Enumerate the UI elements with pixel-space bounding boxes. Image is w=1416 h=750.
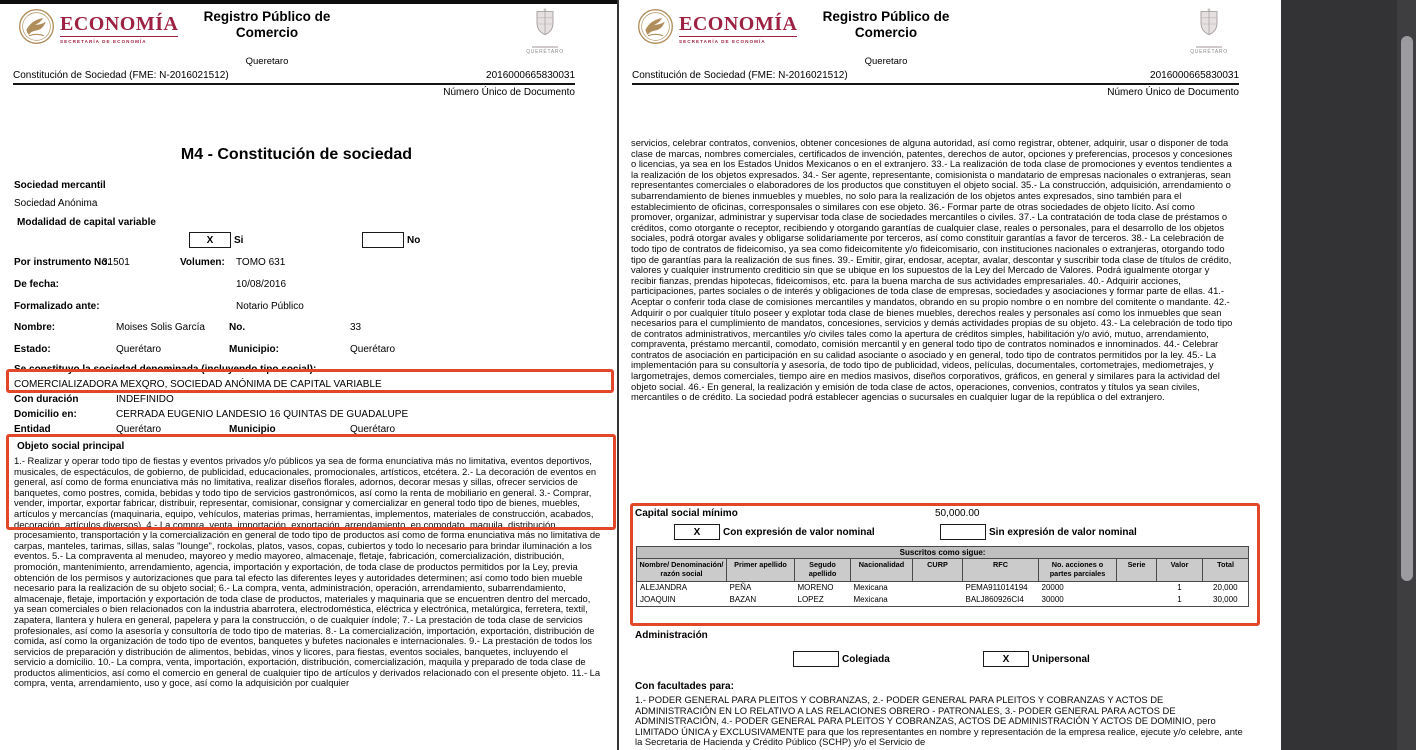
checkbox-no	[362, 232, 420, 248]
scrollbar-thumb[interactable]	[1401, 36, 1413, 581]
instrumento-value: 31501	[102, 257, 130, 268]
cell-valor: 1	[1157, 594, 1203, 607]
economia-logo	[637, 8, 802, 50]
facultades-text: 1.- PODER GENERAL PARA PLEITOS Y COBRANZAS, 2.- PODER GENERAL PARA PLEITOS Y COBRANZAS Y ACTOS DE ADMINISTRACIÓN EN LO RELATIVO A LAS RELACIONES OBRERO - PATRONALES, 3.- PODER GENERAL PARA ACTOS DE ADMINISTRACIÓN, 4.- PODER GENERAL PARA PLEITOS Y COBRANZAS, ACTOS DE ADMINISTRACIÓN Y ACTOS DE DOMINIO, pero LIMITADO ÚNICA y EXCLUSIVAMENTE para que los representantes en nombre y representación de la empresa realice, ejecute y/o celebre, ante la Secretaria de Hacienda y Crédito Público (SCHP) y/o el Servicio de	[635, 694, 1243, 748]
capital-minimo-label: Capital social mínimo	[635, 508, 738, 519]
doc-number: 2016000665830031	[486, 69, 575, 81]
entidad-label: Entidad	[14, 424, 51, 435]
formalizado-label: Formalizado ante:	[14, 301, 100, 312]
cell-acciones: 20000	[1039, 581, 1117, 594]
table-band-title: Suscritos como sigue:	[637, 547, 1249, 559]
cell-valor: 1	[1157, 581, 1203, 594]
cell-acciones: 30000	[1039, 594, 1117, 607]
doc-type-line: Constitución de Sociedad (FME: N-2016021512)	[632, 69, 848, 81]
registry-place: Queretaro	[245, 55, 289, 67]
fecha-value: 10/08/2016	[236, 279, 287, 290]
col-curp: CURP	[913, 559, 963, 582]
cell-rfc: BALJ860926CI4	[963, 594, 1039, 607]
checkbox-si	[189, 232, 243, 248]
cell-curp	[913, 594, 963, 607]
agency-wordmark: ECONOMÍA	[679, 13, 798, 36]
cell-total: 20,000	[1203, 581, 1249, 594]
formalizado-value: Notario Público	[236, 301, 304, 312]
cell-segundo-apellido: MORENO	[795, 581, 851, 594]
checkbox-con-nominal-box: X	[674, 524, 720, 540]
checkbox-no-box	[362, 232, 404, 248]
col-nacionalidad: Nacionalidad	[851, 559, 913, 582]
table-header-row	[637, 559, 1249, 582]
suscriptores-table	[636, 546, 1249, 607]
duracion-label: Con duración	[14, 394, 79, 405]
fecha-label: De fecha:	[14, 279, 60, 290]
checkbox-con-nominal-label: Con expresión de valor nominal	[723, 526, 875, 538]
objeto-social-label: Objeto social principal	[17, 441, 125, 452]
col-segundo-apellido: Segudo apellido	[795, 559, 851, 582]
constituyo-label: Se constituyo la sociedad denominada (incluyendo tipo social):	[14, 364, 317, 375]
domicilio-label: Domicilio en:	[14, 409, 77, 420]
form-title: M4 - Constitución de sociedad	[180, 146, 413, 163]
denominacion-value: COMERCIALIZADORA MEXQRO, SOCIEDAD ANÓNIMA DE CAPITAL VARIABLE	[14, 379, 382, 390]
scrollbar-track[interactable]	[1397, 0, 1416, 750]
estado-label: Estado:	[14, 344, 51, 355]
seal-small-text	[532, 46, 558, 48]
sociedad-mercantil-label: Sociedad mercantil	[14, 180, 106, 191]
cell-serie	[1117, 581, 1157, 594]
checkbox-unipersonal	[983, 651, 1090, 667]
queretaro-crest-icon	[531, 27, 559, 44]
checkbox-si-label: Si	[234, 234, 244, 246]
instrumento-label: Por instrumento No.	[14, 257, 111, 268]
doc-number-caption: Número Único de Documento	[1107, 86, 1239, 98]
cell-nacionalidad: Mexicana	[851, 581, 913, 594]
cell-serie	[1117, 594, 1157, 607]
objeto-social-continuation-text: servicios, celebrar contratos, convenios, obtener concesiones de alguna autoridad, así como registrar, obtener, adquirir, usar o disponer de toda clase de marcas, nombres comerciales, certificados de invención, patentes, derechos de autor, opciones y preferencias, procesos y concesiones o licencias, ya sea en los Estados Unidos Mexicanos o en el extranjero. 33.- La realización de toda clase de promociones y eventos tendientes a la realización de los objetos expresados. 34.- Ser agente, representante, comisionista o mandatario de empresas nacionales o extranjeras, sean representantes comerciales o elaboradores de los productos que constituyen el objeto social. 35.- La construcción, adquisición, arrendamiento o subarrendamiento de bienes inmuebles y muebles, no solo para la realización de los objetos antes expresados, sino también para el establecimiento de oficinas, corresponsales o similares con ese objeto. 36.- Formar parte de otras sociedades de objeto lícito. Así como promover, organizar, administrar y supervisar toda clase de sociedades mercantiles o civiles. 37.- La contratación de toda clase de préstamos o créditos, como otorgante o receptor, recibiendo y otorgando garantías de cualquier clase, reales o personales, para el desarrollo de los objetos sociales, podrá otorgar avales y obligarse solidariamente por terceros, así como constituir garantías a favor de terceros. 38.- La celebración de todo tipo de contratos de fideicomiso, ya sea como fideicomitente y/o fideicomisario, con instituciones nacionales o extranjeras, otorgando todo tipo de garantías para la realización de sus fines. 39.- Emitir, girar, endosar, aceptar, avalar, descontar y suscribir toda clase de títulos de crédito, valores y cualquier instrumento crediticio sin que se ubique en los supuestos de la Ley del Mercado de Valores. Podrá igualmente otorgar y recibir fianzas, prendas hipotecas, fideicomisos, etc. para la buena marcha de sus actividades empresariales. 40.- Adquirir acciones, participaciones, partes sociales o de interés y obligaciones de toda clase de empresas, sociedades y asociaciones y formar parte de ellas. 41.- Aceptar o conferir toda clase de comisiones mercantiles y mandatos, obrando en su propio nombre o en nombre del comitente o mandante. 42.- Adquirir o por cualquier título poseer y explotar toda clase de bienes muebles, derechos reales y personales así como los inmuebles que sean necesarios para el cumplimiento de mandatos, concesiones, servicios y demás actividades propias de su objeto. 43.- La celebración de todo tipo de contratos administrativos, mercantiles y/o civiles tales como la apertura de créditos simples, habilitación y/o avió, mutuo, arrendamiento, compraventa, préstamo mercantil, comodato, comisión mercantil y en general todo tipo de contratos nominados e innominados. 44.- Celebrar contratos de asociación en participación en su calidad asociante o asociado y en general, todo tipo de contratos permitidos por la ley. 45.- La implementación para su consultoría y asesoría, de todo tipo de publicidad, videos, películas, documentales, cortometrajes, mediometrajes, y largometrajes, demos comerciales, tiempo aire en medios masivos, diseños corporativos, gráficos, en general y similares para la actividad del objeto social. 46.- En general, la realización y emisión de toda clase de actos, operaciones, convenios, contratos y títulos ya sean civiles, mercantiles o de crédito. La sociedad podrá establecer agencias o sucursales en cualquier lugar de la república o del extranjero.	[631, 137, 1233, 403]
facultades-label: Con facultades para:	[635, 681, 734, 692]
sociedad-mercantil-value: Sociedad Anónima	[14, 198, 98, 209]
objeto-social-text: 1.- Realizar y operar todo tipo de fiestas y eventos privados y/o públicos ya sea de forma enunciativa más no limitativa, eventos deportivos, musicales, de espectáculos, de gobierno, de publicidad, educacionales, promocionales, artísticos, etcétera. 2.- La decoración de eventos en general, así como de forma enunciativa más no limitativa, realizar diseños florales, adornos, decorar mesas y sillas, ofrecer servicios de banquetes, como postres, comida, bebidas y todo tipo de servicios gastronómicos, así como la renta de mobiliario en general. 3.- Comprar, vender, importar, exportar fabricar, distribuir, representar, comisionar, consignar y comercializar en general todo tipo de bienes, muebles, artículos y mercancías (maquinaria, equipo, vehículos, materias primas, herramientas, implementos, materiales de construcción, acabados, decoración, artículos diversos). 4.- La compra, venta, importación, exportación, arrendamiento, en comodato, maquila, distribución, procesamiento, transportación y la comercialización en general de todo tipo de productos así como de forma enunciativa más no limitativa de carpas, manteles, tarimas, sillas, salas "lounge", rockolas, platos, vasos, copas, cubiertos y todo lo necesario para brindar iluminación a los eventos. 5.- La compraventa al menudeo, mayoreo y medio mayoreo, almacenaje, fletaje, fabricación, comercialización, distribución, promoción, mantenimiento, arrendamiento, agencia, importación y exportación, de toda clase de productos permitidos por la Ley, previa obtención de los permisos y autorizaciones que para tal efecto las diferentes leyes y autoridades determinen; así como todo bien mueble necesario para la realización de su objeto social; 6.- La compra, venta, administración, operación, arrendamiento, subarrendamiento, almacenaje, fletaje, importación y exportación de toda clase de productos, materiales y maquinaria que se encuentren dentro del mercado, ya sean comerciales o bien relacionados con la industria abarrotera, electrodoméstica, eléctrica y electrónica, metalúrgica, ferretera, textil, zapatera, llantera y hulera en general, papelera y para la construcción, o de cualquier índole; 7.- La prestación de toda clase de servicios profesionales, así como la asesoría y consultoría de todo tipo de materias. 8.- La comercialización, importación, exportación, distribución de comida, así como la organización de todo tipo de eventos, banquetes y bufetes nacionales e internacionales. 9.- La prestación de todos los servicios de preparación y distribución de alimentos, bebidas, vinos y licores, para fiestas, eventos sociales, banquetes, incluyendo el servicio a domicilio. 10.- La compra, venta, importación, exportación, distribución, comercialización, maquila y preparado de toda clase de productos alimenticios, así como el comercio en general de cualquier tipo de artículos y derivados relacionado con el presente objeto. 11.- La compra, venta, arrendamiento, uso y goce, así como la adquisición por cualquier	[14, 455, 601, 689]
estado-value: Querétaro	[116, 344, 162, 355]
cell-primer-apellido: BAZAN	[727, 594, 795, 607]
cell-primer-apellido: PEÑA	[727, 581, 795, 594]
checkbox-colegiada	[793, 651, 890, 667]
cell-rfc: PEMA911014194	[963, 581, 1039, 594]
administracion-label: Administración	[635, 630, 708, 641]
cell-total: 30,000	[1203, 594, 1249, 607]
table-row	[637, 594, 1249, 607]
col-rfc: RFC	[963, 559, 1039, 582]
registry-title: Registro Público de Comercio	[203, 9, 331, 40]
seal-caption: QUERÉTARO	[1190, 49, 1228, 55]
col-serie: Serie	[1117, 559, 1157, 582]
modalidad-label: Modalidad de capital variable	[17, 217, 156, 228]
col-valor: Valor	[1157, 559, 1203, 582]
checkbox-colegiada-box	[793, 651, 839, 667]
queretaro-crest-icon	[1195, 27, 1223, 44]
eagle-seal-icon	[637, 8, 674, 50]
municipio-label: Municipio:	[229, 344, 279, 355]
eagle-seal-icon	[18, 8, 55, 50]
cell-curp	[913, 581, 963, 594]
checkbox-unipersonal-label: Unipersonal	[1032, 653, 1090, 665]
col-nombre: Nombre/ Denominación/ razón social	[637, 559, 727, 582]
registry-title: Registro Público de Comercio	[822, 9, 950, 40]
checkbox-sin-nominal-box	[940, 524, 986, 540]
cell-segundo-apellido: LOPEZ	[795, 594, 851, 607]
cell-nombre: JOAQUIN	[637, 594, 727, 607]
seal-small-text	[1196, 46, 1222, 48]
checkbox-colegiada-label: Colegiada	[842, 653, 890, 665]
page-1	[0, 0, 617, 750]
agency-wordmark: ECONOMÍA	[60, 13, 179, 36]
agency-subtitle: SECRETARÍA DE ECONOMÍA	[60, 36, 178, 44]
col-total: Total	[1203, 559, 1249, 582]
municipio2-value: Querétaro	[350, 424, 396, 435]
volumen-label: Volumen:	[180, 257, 225, 268]
checkbox-si-box: X	[189, 232, 231, 248]
checkbox-con-nominal	[674, 524, 875, 540]
municipio-value: Querétaro	[350, 344, 396, 355]
cell-nacionalidad: Mexicana	[851, 594, 913, 607]
notario-num-value: 33	[350, 322, 362, 333]
domicilio-value: CERRADA EUGENIO LANDESIO 16 QUINTAS DE GUADALUPE	[116, 409, 409, 420]
checkbox-sin-nominal	[940, 524, 1137, 540]
agency-subtitle: SECRETARÍA DE ECONOMÍA	[679, 36, 797, 44]
registry-place: Queretaro	[864, 55, 908, 67]
capital-minimo-amount: 50,000.00	[935, 508, 980, 519]
checkbox-unipersonal-box: X	[983, 651, 1029, 667]
col-acciones: No. acciones o partes parciales	[1039, 559, 1117, 582]
queretaro-seal	[509, 8, 581, 55]
doc-number-caption: Número Único de Documento	[443, 86, 575, 98]
page-2-header	[619, 5, 1281, 98]
queretaro-seal	[1173, 8, 1245, 55]
page-2	[619, 0, 1281, 750]
cell-nombre: ALEJANDRA	[637, 581, 727, 594]
doc-number: 2016000665830031	[1150, 69, 1239, 81]
page-top-bar	[0, 0, 617, 4]
checkbox-sin-nominal-label: Sin expresión de valor nominal	[989, 526, 1137, 538]
nombre-label: Nombre:	[14, 322, 56, 333]
seal-caption: QUERÉTARO	[526, 49, 564, 55]
volumen-value: TOMO 631	[236, 257, 286, 268]
nombre-value: Moises Solis García	[116, 322, 205, 333]
entidad-value: Querétaro	[116, 424, 162, 435]
checkbox-no-label: No	[407, 234, 421, 246]
municipio2-label: Municipio	[229, 424, 276, 435]
economia-logo	[18, 8, 183, 50]
col-primer-apellido: Primer apellido	[727, 559, 795, 582]
table-row	[637, 581, 1249, 594]
doc-type-line: Constitución de Sociedad (FME: N-2016021512)	[13, 69, 229, 81]
duracion-value: INDEFINIDO	[116, 394, 174, 405]
page-1-header	[0, 5, 617, 98]
notario-num-label: No.	[229, 322, 246, 333]
